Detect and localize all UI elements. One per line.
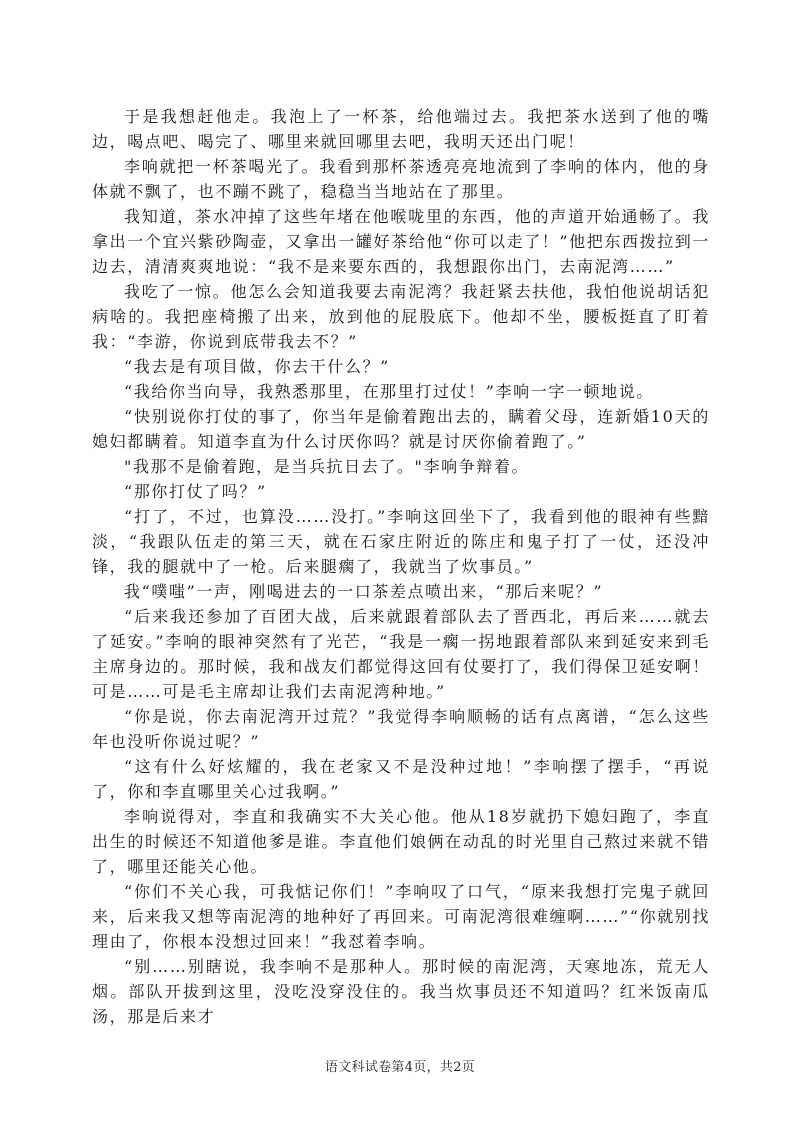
paragraph-2: 李响就把一杯茶喝光了。我看到那杯茶透亮亮地流到了李响的体内，他的身体就不飘了，也不蹦不跳了，稳稳当当地站在了那里。 bbox=[92, 157, 710, 201]
paragraph-3: 我知道，茶水冲掉了这些年堵在他喉咙里的东西，他的声道开始通畅了。我拿出一个宜兴紫砂陶壶，又拿出一罐好茶给他“你可以走了！”他把东西拨拉到一边去，清清爽爽地说：“我不是来要东西的，我想跟你出门，去南泥湾……” bbox=[92, 207, 710, 276]
paragraph-14: “这有什么好炫耀的，我在老家又不是没种过地！”李响摆了摆手，“再说了，你和李直哪里关心过我啊。” bbox=[92, 757, 710, 801]
paragraph-5: “我去是有项目做，你去干什么？” bbox=[124, 357, 390, 376]
paragraph-16: “你们不关心我，可我惦记你们！”李响叹了口气，“原来我想打完鬼子就回来，后来我又想等南泥湾的地种好了再回来。可南泥湾很难缠啊……”“你就别找理由了，你根本没想过回来！”我怼着李响。 bbox=[92, 882, 710, 951]
paragraph-11: 我“噗嗤”一声，刚喝进去的一口茶差点喷出来，“那后来呢？” bbox=[124, 582, 604, 601]
paragraph-10: “打了，不过，也算没……没打。”李响这回坐下了，我看到他的眼神有些黯淡，“我跟队伍走的第三天，就在石家庄附近的陈庄和鬼子打了一仗，还没冲锋，我的腿就中了一枪。后来腿瘸了，我就当了炊事员。” bbox=[92, 507, 710, 576]
page-footer: 语文科试卷第4页，共2页 bbox=[324, 1060, 476, 1075]
paragraph-9: “那你打仗了吗？” bbox=[124, 482, 267, 501]
paragraph-13: “你是说，你去南泥湾开过荒？”我觉得李响顺畅的话有点离谱，“怎么这些年也没听你说过呢？” bbox=[92, 707, 710, 751]
article-body bbox=[92, 104, 710, 1029]
paragraph-7: “快别说你打仗的事了，你当年是偷着跑出去的，瞒着父母，连新婚10天的媳妇都瞒着。知道李直为什么讨厌你吗？就是讨厌你偷着跑了。” bbox=[92, 407, 710, 451]
paragraph-12: “后来我还参加了百团大战，后来就跟着部队去了晋西北，再后来……就去了延安。”李响的眼神突然有了光芒，“我是一瘸一拐地跟着部队来到延安来到毛主席身边的。那时候，我和战友们都觉得这回有仗要打了，我们得保卫延安啊！可是……可是毛主席却让我们去南泥湾种地。” bbox=[92, 607, 710, 701]
paragraph-8: "我那不是偷着跑，是当兵抗日去了。"李响争辩着。 bbox=[124, 457, 530, 476]
paragraph-4: 我吃了一惊。他怎么会知道我要去南泥湾？我赶紧去扶他，我怕他说胡话犯病啥的。我把座椅搬了出来，放到他的屁股底下。他却不坐，腰板挺直了盯着我：“李游，你说到底带我去不？” bbox=[92, 282, 710, 351]
paragraph-1: 于是我想赶他走。我泡上了一杯茶，给他端过去。我把茶水送到了他的嘴边，喝点吧、喝完了、哪里来就回哪里去吧，我明天还出门呢！ bbox=[92, 107, 710, 151]
paragraph-6: “我给你当向导，我熟悉那里，在那里打过仗！”李响一字一顿地说。 bbox=[124, 382, 654, 401]
paragraph-15: 李响说得对，李直和我确实不大关心他。他从18岁就扔下媳妇跑了，李直出生的时候还不知道他爹是谁。李直他们娘俩在动乱的时光里自己熬过来就不错了，哪里还能关心他。 bbox=[92, 807, 710, 876]
paragraph-17: “别……别瞎说，我李响不是那种人。那时候的南泥湾，天寒地冻，荒无人烟。部队开拔到这里，没吃没穿没住的。我当炊事员还不知道吗？红米饭南瓜汤，那是后来才 bbox=[92, 957, 710, 1026]
